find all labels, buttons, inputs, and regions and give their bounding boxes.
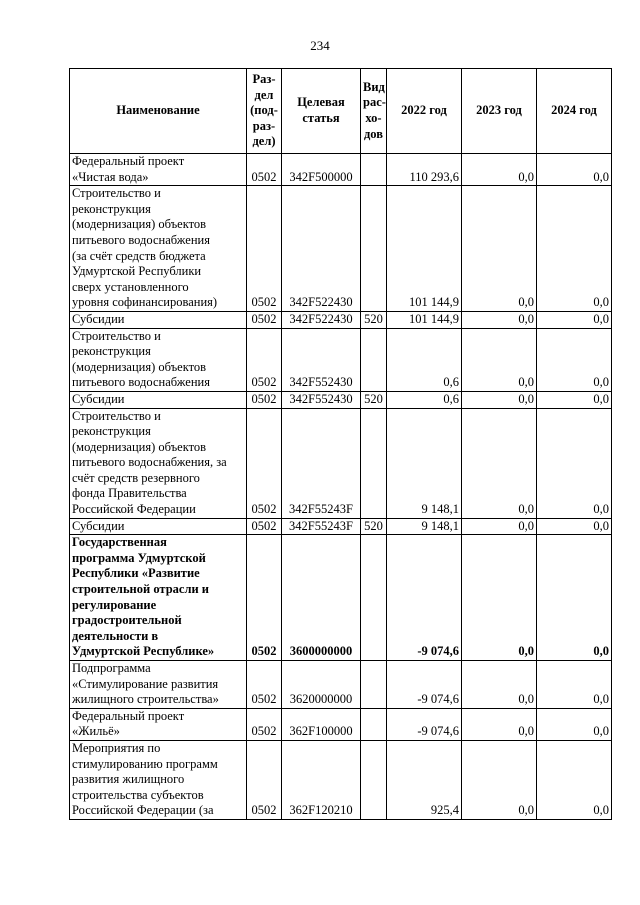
row-2022-cell: 101 144,9 [387,186,462,312]
row-2024-cell: 0,0 [537,518,612,535]
table-row [70,535,612,661]
row-section-cell: 0502 [247,661,282,709]
row-name-cell: Государственная программа Удмуртской Республики «Развитие строительной отрасли и регулирование градостроительной деятельности в Удмуртской Республике» [70,535,247,661]
row-name-cell: Субсидии [70,391,247,408]
table-row [70,391,612,408]
row-name-cell: Строительство и реконструкция (модернизация) объектов питьевого водоснабжения (за счёт средств бюджета Удмуртской Республики сверх установленного уровня софинансирования) [70,186,247,312]
row-2024-cell: 0,0 [537,154,612,186]
table-row [70,518,612,535]
row-target-cell: 342F522430 [282,311,361,328]
row-2022-cell: 101 144,9 [387,311,462,328]
table-row [70,154,612,186]
row-2023-cell: 0,0 [462,391,537,408]
header-name: Наименование [70,69,247,154]
row-expense-type-cell [361,328,387,391]
row-name-cell: Строительство и реконструкция (модернизация) объектов питьевого водоснабжения [70,328,247,391]
row-expense-type-cell [361,740,387,819]
row-section-cell: 0502 [247,311,282,328]
row-2024-cell: 0,0 [537,661,612,709]
row-2023-cell: 0,0 [462,186,537,312]
table-row [70,740,612,819]
row-2023-cell: 0,0 [462,328,537,391]
row-2022-cell: 925,4 [387,740,462,819]
row-2022-cell: -9 074,6 [387,535,462,661]
row-name-cell: Федеральный проект «Жильё» [70,708,247,740]
header-2024: 2024 год [537,69,612,154]
table-body [70,154,612,820]
row-2024-cell: 0,0 [537,708,612,740]
row-name-cell: Субсидии [70,518,247,535]
row-2024-cell: 0,0 [537,186,612,312]
row-name-cell: Субсидии [70,311,247,328]
row-2023-cell: 0,0 [462,408,537,518]
row-2022-cell: 0,6 [387,328,462,391]
row-section-cell: 0502 [247,186,282,312]
table-row [70,311,612,328]
row-target-cell: 3600000000 [282,535,361,661]
row-target-cell: 342F552430 [282,328,361,391]
row-target-cell: 362F120210 [282,740,361,819]
row-target-cell: 342F500000 [282,154,361,186]
row-target-cell: 342F55243F [282,408,361,518]
row-2023-cell: 0,0 [462,535,537,661]
row-expense-type-cell: 520 [361,391,387,408]
budget-table [69,68,612,820]
row-target-cell: 342F522430 [282,186,361,312]
row-2023-cell: 0,0 [462,154,537,186]
row-section-cell: 0502 [247,740,282,819]
row-name-cell: Подпрограмма «Стимулирование развития жилищного строительства» [70,661,247,709]
row-2022-cell: -9 074,6 [387,708,462,740]
row-2022-cell: 110 293,6 [387,154,462,186]
row-expense-type-cell: 520 [361,518,387,535]
table-row [70,661,612,709]
header-expense-type: Вид рас- хо- дов [361,69,387,154]
row-expense-type-cell [361,408,387,518]
row-2024-cell: 0,0 [537,408,612,518]
row-2023-cell: 0,0 [462,518,537,535]
row-expense-type-cell [361,661,387,709]
row-target-cell: 342F552430 [282,391,361,408]
row-target-cell: 3620000000 [282,661,361,709]
row-2024-cell: 0,0 [537,740,612,819]
table-row [70,708,612,740]
row-expense-type-cell [361,535,387,661]
row-2024-cell: 0,0 [537,311,612,328]
row-name-cell: Строительство и реконструкция (модернизация) объектов питьевого водоснабжения, за счёт средств резервного фонда Правительства Российской Федерации [70,408,247,518]
row-2023-cell: 0,0 [462,740,537,819]
table-row [70,186,612,312]
table-row [70,328,612,391]
row-2022-cell: -9 074,6 [387,661,462,709]
page-number: 234 [310,38,330,53]
row-name-cell: Мероприятия по стимулированию программ развития жилищного строительства субъектов Российской Федерации (за [70,740,247,819]
header-row [70,69,612,154]
header-target: Целевая статья [282,69,361,154]
header-section: Раз- дел (под- раз- дел) [247,69,282,154]
row-2023-cell: 0,0 [462,661,537,709]
header-2023: 2023 год [462,69,537,154]
table-row [70,408,612,518]
row-section-cell: 0502 [247,328,282,391]
row-name-cell: Федеральный проект «Чистая вода» [70,154,247,186]
row-2024-cell: 0,0 [537,391,612,408]
row-expense-type-cell: 520 [361,311,387,328]
row-2022-cell: 9 148,1 [387,408,462,518]
row-expense-type-cell [361,154,387,186]
row-2024-cell: 0,0 [537,535,612,661]
row-expense-type-cell [361,186,387,312]
row-target-cell: 362F100000 [282,708,361,740]
row-2024-cell: 0,0 [537,328,612,391]
row-target-cell: 342F55243F [282,518,361,535]
row-2022-cell: 9 148,1 [387,518,462,535]
row-section-cell: 0502 [247,154,282,186]
row-section-cell: 0502 [247,391,282,408]
row-expense-type-cell [361,708,387,740]
row-2023-cell: 0,0 [462,311,537,328]
header-2022: 2022 год [387,69,462,154]
row-section-cell: 0502 [247,535,282,661]
row-section-cell: 0502 [247,408,282,518]
row-section-cell: 0502 [247,708,282,740]
row-section-cell: 0502 [247,518,282,535]
row-2023-cell: 0,0 [462,708,537,740]
row-2022-cell: 0,6 [387,391,462,408]
